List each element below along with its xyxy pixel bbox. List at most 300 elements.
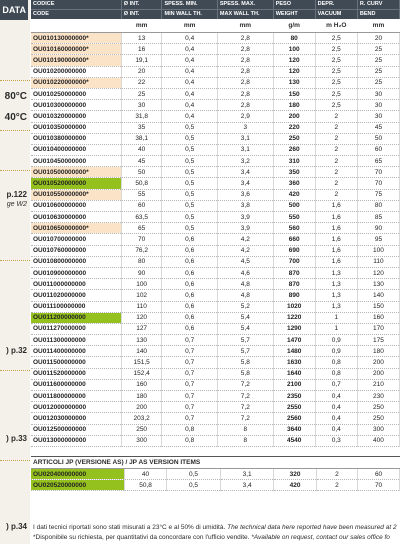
- inner-diameter-cell: 30: [121, 100, 162, 111]
- max-wall-cell: 3,1: [220, 469, 274, 480]
- vacuum-cell: 2,5: [315, 55, 357, 66]
- inner-diameter-cell: 70: [121, 234, 162, 245]
- vacuum-cell: 0,3: [315, 435, 357, 446]
- max-wall-cell: 2,8: [217, 77, 273, 88]
- column-header: BEND: [357, 10, 399, 20]
- bend-radius-cell: 25: [357, 55, 399, 66]
- weight-cell: 690: [273, 245, 315, 256]
- table-row[interactable]: [31, 66, 400, 77]
- weight-cell: 1630: [273, 357, 315, 368]
- table-row[interactable]: [31, 323, 400, 334]
- table-row[interactable]: [31, 480, 400, 491]
- sidebar-title: DATA: [0, 0, 28, 20]
- table-row[interactable]: [31, 77, 400, 88]
- code-cell: OU010200000000: [31, 66, 121, 77]
- min-wall-cell: 0,6: [162, 290, 217, 301]
- max-wall-cell: 4,2: [217, 245, 273, 256]
- table-row[interactable]: [31, 189, 400, 200]
- max-wall-cell: 3,4: [217, 167, 273, 178]
- table-row[interactable]: [31, 111, 400, 122]
- inner-diameter-cell: 140: [121, 346, 162, 357]
- weight-cell: 2350: [273, 391, 315, 402]
- bend-radius-cell: 60: [357, 144, 399, 155]
- table-row[interactable]: [31, 368, 400, 379]
- jp-table: [31, 469, 400, 491]
- max-wall-cell: 2,8: [217, 44, 273, 55]
- max-wall-cell: 3,2: [217, 156, 273, 167]
- weight-cell: 500: [273, 200, 315, 211]
- min-wall-cell: 0,5: [162, 144, 217, 155]
- code-cell: OU010190000000*: [31, 55, 121, 66]
- code-cell: OU010450000000: [31, 156, 121, 167]
- weight-cell: 360: [273, 178, 315, 189]
- inner-diameter-cell: 35: [121, 122, 162, 133]
- max-wall-cell: 2,8: [217, 100, 273, 111]
- weight-cell: 420: [273, 189, 315, 200]
- inner-diameter-cell: 120: [121, 312, 162, 323]
- max-wall-cell: 3,4: [220, 480, 274, 491]
- weight-cell: 870: [273, 279, 315, 290]
- jp-section: [31, 456, 400, 491]
- sidebar-temp-label: 80°C: [4, 91, 27, 102]
- code-cell: OU010320000000: [31, 111, 121, 122]
- code-cell: OU020400000000: [31, 469, 124, 480]
- footnote-en: The technical data here reported have been measured at 2: [227, 524, 397, 531]
- table-row[interactable]: [31, 335, 400, 346]
- vacuum-cell: 2,5: [315, 44, 357, 55]
- bend-radius-cell: 160: [357, 312, 399, 323]
- weight-cell: 250: [273, 133, 315, 144]
- vacuum-cell: 0,4: [315, 413, 357, 424]
- min-wall-cell: 0,6: [162, 245, 217, 256]
- column-header: DEPR.: [315, 0, 357, 10]
- column-header: MIN WALL TH.: [162, 10, 217, 20]
- footnote-it: I dati tecnici riportati sono stati misurati a 23°C e al 50% di umidità.: [33, 524, 226, 531]
- sidebar-page-ref[interactable]: p.122: [6, 190, 27, 199]
- weight-cell: 120: [273, 55, 315, 66]
- bend-radius-cell: 200: [357, 357, 399, 368]
- bend-radius-cell: 180: [357, 346, 399, 357]
- min-wall-cell: 0,7: [162, 346, 217, 357]
- weight-cell: 560: [273, 223, 315, 234]
- inner-diameter-cell: 130: [121, 335, 162, 346]
- table-row[interactable]: [31, 234, 400, 245]
- code-cell: OU012500000000: [31, 424, 121, 435]
- bend-radius-cell: 100: [357, 245, 399, 256]
- table-row[interactable]: [31, 279, 400, 290]
- min-wall-cell: 0,8: [162, 424, 217, 435]
- unit-cell: mm: [217, 19, 273, 33]
- table-row[interactable]: [31, 379, 400, 390]
- code-cell: OU011800000000: [31, 391, 121, 402]
- weight-cell: 1020: [273, 301, 315, 312]
- column-header: SPESS. MAX.: [217, 0, 273, 10]
- table-row[interactable]: [31, 245, 400, 256]
- sidebar-page-ref[interactable]: ) p.32: [6, 346, 27, 355]
- vacuum-cell: 2: [315, 189, 357, 200]
- column-header: CODICE: [31, 0, 121, 10]
- max-wall-cell: 2,8: [217, 55, 273, 66]
- table-row[interactable]: [31, 391, 400, 402]
- unit-cell: mm: [121, 19, 162, 33]
- unit-cell: g/m: [273, 19, 315, 33]
- code-cell: OU010300000000: [31, 100, 121, 111]
- units-row: [31, 19, 400, 33]
- table-row[interactable]: [31, 212, 400, 223]
- vacuum-cell: 1,3: [315, 301, 357, 312]
- table-row[interactable]: [31, 469, 400, 480]
- vacuum-cell: 2: [315, 144, 357, 155]
- inner-diameter-cell: 50,8: [121, 178, 162, 189]
- bend-radius-cell: 140: [357, 290, 399, 301]
- bend-radius-cell: 20: [357, 33, 399, 44]
- code-cell: OU010380000000: [31, 133, 121, 144]
- vacuum-cell: 0,8: [315, 357, 357, 368]
- code-cell: OU012030000000: [31, 413, 121, 424]
- inner-diameter-cell: 152,4: [121, 368, 162, 379]
- weight-cell: 1640: [273, 368, 315, 379]
- bend-radius-cell: 45: [357, 122, 399, 133]
- code-cell: OU010130000000*: [31, 33, 121, 44]
- min-wall-cell: 0,7: [162, 413, 217, 424]
- inner-diameter-cell: 50,8: [124, 480, 166, 491]
- inner-diameter-cell: 55: [121, 189, 162, 200]
- vacuum-cell: 1,3: [315, 290, 357, 301]
- table-row[interactable]: [31, 256, 400, 267]
- code-cell: OU020520000000: [31, 480, 124, 491]
- max-wall-cell: 3,6: [217, 189, 273, 200]
- max-wall-cell: 5,7: [217, 335, 273, 346]
- min-wall-cell: 0,4: [162, 33, 217, 44]
- weight-cell: 80: [273, 33, 315, 44]
- bend-radius-cell: 170: [357, 323, 399, 334]
- bend-radius-cell: 25: [357, 77, 399, 88]
- weight-cell: 1480: [273, 346, 315, 357]
- min-wall-cell: 0,6: [162, 312, 217, 323]
- table-row[interactable]: [31, 156, 400, 167]
- inner-diameter-cell: 100: [121, 279, 162, 290]
- max-wall-cell: 5,8: [217, 357, 273, 368]
- min-wall-cell: 0,6: [162, 256, 217, 267]
- bend-radius-cell: 130: [357, 279, 399, 290]
- inner-diameter-cell: 80: [121, 256, 162, 267]
- inner-diameter-cell: 200: [121, 402, 162, 413]
- min-wall-cell: 0,7: [162, 357, 217, 368]
- vacuum-cell: 2,5: [315, 77, 357, 88]
- table-row[interactable]: [31, 33, 400, 44]
- bend-radius-cell: 110: [357, 256, 399, 267]
- table-row[interactable]: [31, 178, 400, 189]
- inner-diameter-cell: 300: [121, 435, 162, 446]
- table-row[interactable]: [31, 267, 400, 278]
- spec-table: [31, 0, 400, 447]
- table-row[interactable]: [31, 424, 400, 435]
- table-row[interactable]: [31, 402, 400, 413]
- bend-radius-cell: 200: [357, 368, 399, 379]
- max-wall-cell: 2,9: [217, 111, 273, 122]
- max-wall-cell: 3: [217, 122, 273, 133]
- code-cell: OU010520000000: [31, 178, 121, 189]
- max-wall-cell: 4,6: [217, 267, 273, 278]
- inner-diameter-cell: 16: [121, 44, 162, 55]
- bend-radius-cell: 90: [357, 223, 399, 234]
- max-wall-cell: 3,1: [217, 144, 273, 155]
- table-row[interactable]: [31, 312, 400, 323]
- inner-diameter-cell: 90: [121, 267, 162, 278]
- table-row[interactable]: [31, 413, 400, 424]
- inner-diameter-cell: 102: [121, 290, 162, 301]
- vacuum-cell: 0,9: [315, 346, 357, 357]
- column-header: MAX WALL TH.: [217, 10, 273, 20]
- vacuum-cell: 2: [315, 167, 357, 178]
- bend-radius-cell: 30: [357, 111, 399, 122]
- weight-cell: 660: [273, 234, 315, 245]
- weight-cell: 1220: [273, 312, 315, 323]
- inner-diameter-cell: 76,2: [121, 245, 162, 256]
- sidebar-temp-label: 40°C: [4, 112, 27, 123]
- weight-cell: 120: [273, 66, 315, 77]
- inner-diameter-cell: 25: [121, 88, 162, 99]
- max-wall-cell: 4,2: [217, 234, 273, 245]
- footnote-measurement: [33, 524, 397, 531]
- min-wall-cell: 0,4: [162, 100, 217, 111]
- bend-radius-cell: 60: [358, 469, 400, 480]
- weight-cell: 420: [274, 480, 316, 491]
- code-cell: OU010630000000: [31, 212, 121, 223]
- max-wall-cell: 8: [217, 424, 273, 435]
- vacuum-cell: 1,3: [315, 279, 357, 290]
- code-cell: OU011100000000: [31, 301, 121, 312]
- weight-cell: 700: [273, 256, 315, 267]
- code-cell: OU010650000000*: [31, 223, 121, 234]
- inner-diameter-cell: 13: [121, 33, 162, 44]
- vacuum-cell: 0,4: [315, 424, 357, 435]
- inner-diameter-cell: 180: [121, 391, 162, 402]
- vacuum-cell: 1,6: [315, 245, 357, 256]
- vacuum-cell: 2: [315, 133, 357, 144]
- inner-diameter-cell: 151,5: [121, 357, 162, 368]
- sidebar-page-ref[interactable]: ) p.33: [6, 434, 27, 443]
- vacuum-cell: 1,6: [315, 200, 357, 211]
- min-wall-cell: 0,5: [162, 189, 217, 200]
- inner-diameter-cell: 127: [121, 323, 162, 334]
- weight-cell: 870: [273, 267, 315, 278]
- product-table-area: [31, 0, 400, 544]
- sidebar-note: ge W2: [6, 201, 27, 208]
- min-wall-cell: 0,4: [162, 44, 217, 55]
- vacuum-cell: 2: [315, 156, 357, 167]
- bend-radius-cell: 400: [357, 435, 399, 446]
- inner-diameter-cell: 45: [121, 156, 162, 167]
- min-wall-cell: 0,8: [162, 435, 217, 446]
- weight-cell: 1470: [273, 335, 315, 346]
- inner-diameter-cell: 20: [121, 66, 162, 77]
- code-cell: OU011500000000: [31, 357, 121, 368]
- min-wall-cell: 0,5: [162, 212, 217, 223]
- sidebar-page-ref[interactable]: ) p.34: [6, 522, 27, 531]
- inner-diameter-cell: 19,1: [121, 55, 162, 66]
- vacuum-cell: 1,6: [315, 234, 357, 245]
- weight-cell: 130: [273, 77, 315, 88]
- table-row[interactable]: [31, 357, 400, 368]
- weight-cell: 3640: [273, 424, 315, 435]
- code-cell: OU010220000000*: [31, 77, 121, 88]
- column-header: R. CURV: [357, 0, 399, 10]
- weight-cell: 180: [273, 100, 315, 111]
- vacuum-cell: 0,9: [315, 335, 357, 346]
- jp-section-title: ARTICOLI JP (VERSIONE AS) / JP AS VERSION ITEMS: [31, 456, 400, 469]
- weight-cell: 2550: [273, 402, 315, 413]
- inner-diameter-cell: 250: [121, 424, 162, 435]
- max-wall-cell: 8: [217, 435, 273, 446]
- max-wall-cell: 4,8: [217, 290, 273, 301]
- code-cell: OU011520000000: [31, 368, 121, 379]
- inner-diameter-cell: 203,2: [121, 413, 162, 424]
- code-cell: OU011300000000: [31, 335, 121, 346]
- vacuum-cell: 2,5: [315, 66, 357, 77]
- max-wall-cell: 2,8: [217, 88, 273, 99]
- sidebar-divider: [0, 80, 30, 81]
- table-row[interactable]: [31, 133, 400, 144]
- code-cell: OU012000000000: [31, 402, 121, 413]
- max-wall-cell: 7,2: [217, 379, 273, 390]
- max-wall-cell: 7,2: [217, 402, 273, 413]
- vacuum-cell: 0,8: [315, 368, 357, 379]
- vacuum-cell: 0,4: [315, 391, 357, 402]
- weight-cell: 1290: [273, 323, 315, 334]
- sidebar-divider: [0, 170, 30, 171]
- footnote-it: *Disponibile su richiesta, per quantitativi da concordare con l'ufficio vendite.: [33, 534, 250, 541]
- bend-radius-cell: 70: [357, 178, 399, 189]
- min-wall-cell: 0,4: [162, 77, 217, 88]
- bend-radius-cell: 25: [357, 66, 399, 77]
- vacuum-cell: 2: [315, 122, 357, 133]
- weight-cell: 220: [273, 122, 315, 133]
- bend-radius-cell: 75: [357, 189, 399, 200]
- table-row[interactable]: [31, 346, 400, 357]
- table-row[interactable]: [31, 55, 400, 66]
- bend-radius-cell: 30: [357, 100, 399, 111]
- vacuum-cell: 1: [315, 323, 357, 334]
- inner-diameter-cell: 38,1: [121, 133, 162, 144]
- bend-radius-cell: 150: [357, 301, 399, 312]
- table-row[interactable]: [31, 122, 400, 133]
- max-wall-cell: 4,5: [217, 256, 273, 267]
- jp-table-body: [31, 469, 400, 491]
- unit-cell: m H₂O: [315, 19, 357, 33]
- vacuum-cell: 1,6: [315, 256, 357, 267]
- vacuum-cell: 2,5: [315, 100, 357, 111]
- vacuum-cell: 2: [316, 469, 357, 480]
- weight-cell: 550: [273, 212, 315, 223]
- max-wall-cell: 5,8: [217, 368, 273, 379]
- footnote-availability: [33, 534, 390, 541]
- weight-cell: 350: [273, 167, 315, 178]
- vacuum-cell: 2,5: [315, 88, 357, 99]
- code-cell: OU010160000000*: [31, 44, 121, 55]
- code-cell: OU011400000000: [31, 346, 121, 357]
- code-cell: OU013000000000: [31, 435, 121, 446]
- header-row-english: [31, 10, 400, 20]
- inner-diameter-cell: 22: [121, 77, 162, 88]
- code-cell: OU011270000000: [31, 323, 121, 334]
- weight-cell: 320: [274, 469, 316, 480]
- min-wall-cell: 0,6: [162, 323, 217, 334]
- bend-radius-cell: 210: [357, 379, 399, 390]
- min-wall-cell: 0,7: [162, 402, 217, 413]
- min-wall-cell: 0,5: [162, 200, 217, 211]
- min-wall-cell: 0,7: [162, 391, 217, 402]
- sidebar-divider: [0, 460, 30, 461]
- table-body: [31, 33, 400, 447]
- max-wall-cell: 2,8: [217, 66, 273, 77]
- max-wall-cell: 4,8: [217, 279, 273, 290]
- max-wall-cell: 5,4: [217, 312, 273, 323]
- inner-diameter-cell: 40: [124, 469, 166, 480]
- table-row[interactable]: [31, 44, 400, 55]
- vacuum-cell: 1: [315, 312, 357, 323]
- vacuum-cell: 1,3: [315, 267, 357, 278]
- vacuum-cell: 0,7: [315, 379, 357, 390]
- max-wall-cell: 7,2: [217, 413, 273, 424]
- table-row[interactable]: [31, 167, 400, 178]
- weight-cell: 100: [273, 44, 315, 55]
- bend-radius-cell: 70: [357, 167, 399, 178]
- max-wall-cell: 7,2: [217, 391, 273, 402]
- min-wall-cell: 0,7: [162, 379, 217, 390]
- column-header: Ø INT.: [121, 0, 162, 10]
- weight-cell: 150: [273, 88, 315, 99]
- code-cell: OU010400000000: [31, 144, 121, 155]
- code-cell: OU011020000000: [31, 290, 121, 301]
- min-wall-cell: 0,5: [162, 133, 217, 144]
- weight-cell: 310: [273, 156, 315, 167]
- table-row[interactable]: [31, 290, 400, 301]
- min-wall-cell: 0,6: [162, 234, 217, 245]
- max-wall-cell: 5,7: [217, 346, 273, 357]
- weight-cell: 2560: [273, 413, 315, 424]
- weight-cell: 4540: [273, 435, 315, 446]
- min-wall-cell: 0,7: [162, 368, 217, 379]
- sidebar-divider: [0, 370, 30, 371]
- min-wall-cell: 0,5: [162, 122, 217, 133]
- min-wall-cell: 0,6: [162, 279, 217, 290]
- bend-radius-cell: 70: [358, 480, 400, 491]
- bend-radius-cell: 95: [357, 234, 399, 245]
- inner-diameter-cell: 40: [121, 144, 162, 155]
- max-wall-cell: 5,2: [217, 301, 273, 312]
- min-wall-cell: 0,4: [162, 55, 217, 66]
- table-row[interactable]: [31, 144, 400, 155]
- code-cell: OU010900000000: [31, 267, 121, 278]
- table-row[interactable]: [31, 301, 400, 312]
- table-row[interactable]: [31, 88, 400, 99]
- inner-diameter-cell: 65: [121, 223, 162, 234]
- inner-diameter-cell: 63,5: [121, 212, 162, 223]
- min-wall-cell: 0,5: [162, 167, 217, 178]
- weight-cell: 260: [273, 144, 315, 155]
- table-row[interactable]: [31, 223, 400, 234]
- bend-radius-cell: 30: [357, 88, 399, 99]
- table-row[interactable]: [31, 100, 400, 111]
- bend-radius-cell: 50: [357, 133, 399, 144]
- code-cell: OU010350000000: [31, 122, 121, 133]
- code-cell: OU011000000000: [31, 279, 121, 290]
- sidebar-divider: [0, 260, 30, 261]
- table-row[interactable]: [31, 200, 400, 211]
- inner-diameter-cell: 110: [121, 301, 162, 312]
- table-row[interactable]: [31, 435, 400, 446]
